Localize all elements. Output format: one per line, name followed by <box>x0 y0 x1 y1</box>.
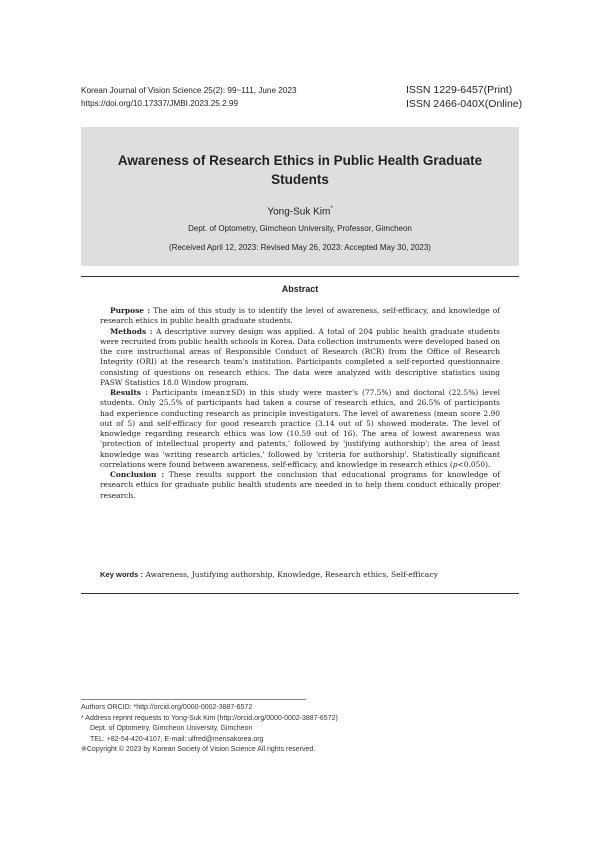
results-text: Participants (mean±SD) in this study were master's (77.5%) and doctoral (22.5%) level students. Only 25.5% of participants had taken a course of research ethics, and 26.5% of participants had experience conducting research as principle investigators. The level of awareness (mean score 2.90 out of 5) and self-efficacy for good research practice (3.14 out of 5) showed moderate. The level of knowledge regarding research ethics was low (10.59 out of 16). The area of lowest awareness was 'protection of intellectual property and patents,' followed by 'justifying authorship'; the area of least knowledge was 'writing research articles,' followed by 'criteria for authorship'. Statistically significant correlations were found between awareness, self-efficacy, and knowledge in research ethics ( <box>100 388 500 469</box>
footnote-orcid: Authors ORCID: *http://orcid.org/0000-0002-3887-6572 <box>81 704 253 711</box>
purpose-label: Purpose : <box>110 306 151 315</box>
footnote-copyright: ※Copyright © 2023 by Korean Society of Vision Science All rights reserved. <box>81 746 316 754</box>
abstract-methods <box>100 327 500 389</box>
footnote-contact: TEL: +82-54-420-4107, E-mail: ulfred@mensakorea.org <box>90 735 264 743</box>
author-affiliation: Dept. of Optometry, Gimcheon University, Professor, Gimcheon <box>188 224 412 233</box>
abstract-top-rule <box>81 276 519 277</box>
conclusion-text: These results support the conclusion that educational programs for knowledge of research ethics for graduate public health students are needed in to help them conduct ethically proper research. <box>100 470 500 500</box>
abstract-body <box>100 306 500 501</box>
title-line-2: Students <box>271 172 329 187</box>
methods-text: A descriptive survey design was applied. A total of 204 public health graduate students were recruited from public health schools in Korea. Data collection instruments were developed based on the core instructional areas of Responsible Conduct of Research (RCR) from the Office of Research Integrity (ORI) at the research team's institution. Participants completed a self-reported questionnaire consisting of questions on research ethics. The data were analyzed with descriptive statistics using PASW Statistics 18.0 Window program. <box>100 326 501 387</box>
keywords-value: Awareness, Justifying authorship, Knowledge, Research ethics, Self-efficacy <box>143 570 438 579</box>
journal-citation: Korean Journal of Vision Science 25(2): 99~111, June 2023 <box>81 86 297 95</box>
author-name <box>81 206 519 217</box>
footnote-dept: Dept. of Optometry, Gimcheon University, Gimcheon <box>90 725 253 733</box>
paper-title <box>81 151 519 189</box>
results-p-symbol: p <box>452 459 458 469</box>
keywords-label: Key words : <box>100 570 144 579</box>
title-line-1: Awareness of Research Ethics in Public Health Graduate <box>117 153 483 168</box>
abstract-purpose <box>100 306 500 327</box>
author-text: Yong-Suk Kim <box>267 206 331 218</box>
issn-block <box>406 83 522 111</box>
results-end: <0.050). <box>457 459 491 469</box>
footnote-rule <box>81 699 306 700</box>
doi-link[interactable]: https://doi.org/10.17337/JMBI.2023.25.2.99 <box>81 99 239 108</box>
title-box <box>81 127 519 266</box>
purpose-text: The aim of this study is to identify the level of awareness, self-efficacy, and knowledge of research ethics in public health graduate students. <box>100 306 500 326</box>
author-mark: * <box>330 206 333 212</box>
abstract-results <box>100 388 500 470</box>
abstract-conclusion <box>100 470 500 501</box>
journal-header <box>81 84 297 110</box>
abstract-bottom-rule <box>81 593 519 594</box>
issn-online: ISSN 2466-040X(Online) <box>406 98 523 110</box>
footnotes <box>81 703 521 756</box>
received-dates: (Received April 12, 2023: Revised May 26, 2023: Accepted May 30, 2023) <box>169 243 431 252</box>
footnote-reprint: * Address reprint requests to Yong-Suk Kim (http://orcid.org/0000-0002-3887-6572) <box>81 714 338 722</box>
methods-label: Methods : <box>110 326 153 336</box>
results-label: Results : <box>110 388 148 397</box>
issn-print: ISSN 1229-6457(Print) <box>406 84 513 96</box>
keywords <box>100 570 500 579</box>
conclusion-label: Conclusion : <box>110 470 165 479</box>
abstract-heading: Abstract <box>281 284 319 294</box>
